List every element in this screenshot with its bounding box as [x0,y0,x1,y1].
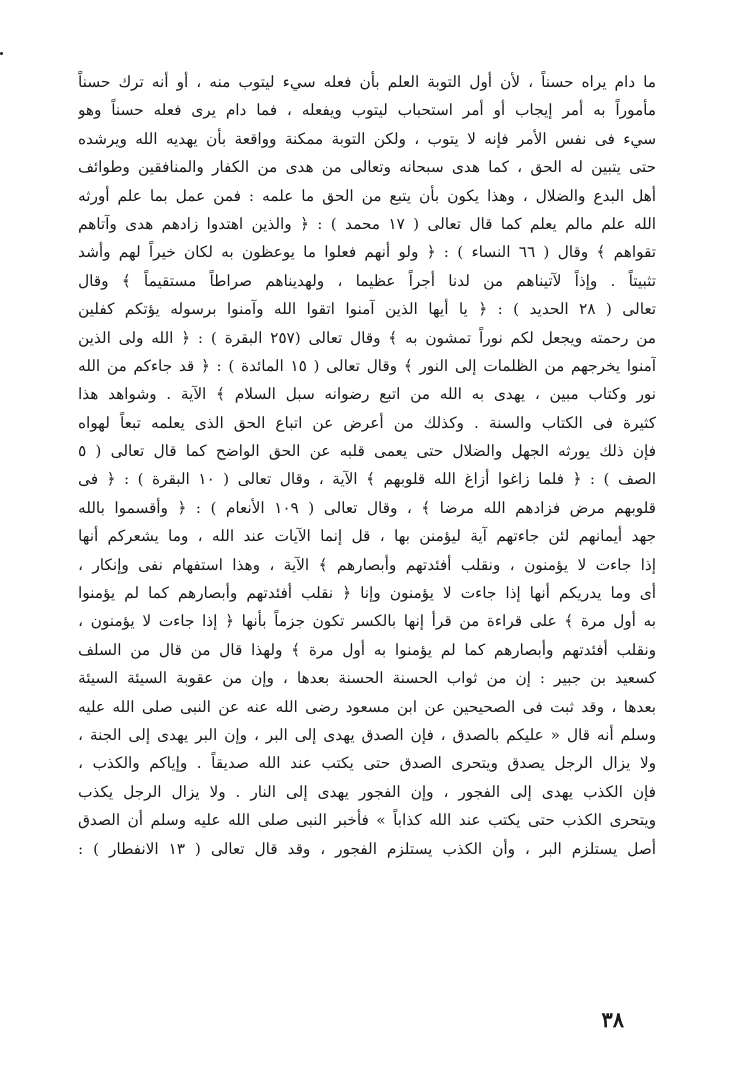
body-text [78,68,656,863]
text-line: من رحمته ويجعل لكم نوراً تمشون به ﴾ وقال تعالى (٢٥٧ البقرة ) : ﴿ الله ولى الذين [78,328,656,347]
text-line: كثيرة فى الكتاب والسنة . وكذلك من أعرض عن اتباع الحق الذى يعلمه تبعاً لهواه [78,413,656,432]
text-line: فإن ذلك يورثه الجهل والضلال حتى يعمى قلبه عن الحق الواضح كما قال تعالى ( ٥ [78,442,656,461]
text-line: ما دام يراه حسناً ، لأن أول التوبة العلم بأن فعله سيء ليتوب منه ، أو أنه ترك حسناً [78,73,656,91]
text-line: إذا جاءت لا يؤمنون ، ونقلب أفئدتهم وأبصارهم ﴾ الآية ، وهذا استفهام نفى وإنكار ، [78,555,656,574]
text-line: قلوبهم مرض فزادهم الله مرضا ﴾ ، وقال تعالى ( ١٠٩ الأنعام ) : ﴿ وأقسموا بالله [78,498,656,517]
text-line: أهل البدع والضلال ، وهذا يكون بأن يتبع من الحق ما علمه : فمن عمل بما علم أورثه [78,186,656,205]
page-number: ٣٨ [601,1007,624,1032]
text-line: تثبيتاً . وإذاً لآتيناهم من لدنا أجراً عظيما ، ولهديناهم صراطاً مستقيماً ﴾ وقال [78,271,656,290]
text-line: ونقلب أفئدتهم وأبصارهم كما لم يؤمنوا به أول مرة ﴾ ولهذا قال من قال من السلف [78,640,656,659]
text-line: أصل يستلزم البر ، وأن الكذب يستلزم الفجور ، وقد قال تعالى ( ١٣ الانفطار ) : [78,839,656,858]
text-line: تعالى ( ٢٨ الحديد ) : ﴿ يا أيها الذين آمنوا اتقوا الله وآمنوا برسوله يؤتكم كفلين [78,300,656,319]
text-line: ويتحرى الكذب حتى يكتب عند الله كذاباً » فأخبر النبى صلى الله عليه وسلم أن الصدق [78,811,656,830]
text-line: مأموراً به أمر إيجاب أو أمر استحباب ليتوب ويفعله ، فما دام يرى فعله حسناً وهو [78,101,656,120]
text-line: أى وما يدريكم أنها إذا جاءت لا يؤمنون وإنا ﴿ نقلب أفئدتهم وأبصارهم كما لم يؤمنوا [78,584,656,603]
text-line: الصف ) : ﴿ فلما زاغوا أزاغ الله قلوبهم ﴾ الآية ، وقال تعالى ( ١٠ البقرة ) : ﴿ فى [78,470,656,489]
text-line: جهد أيمانهم لئن جاءتهم آية ليؤمنن بها ، قل إنما الآيات عند الله ، وما يشعركم أنها [78,527,656,546]
text-line: آمنوا يخرجهم من الظلمات إلى النور ﴾ وقال تعالى ( ١٥ المائدة ) : ﴿ قد جاءكم من الله [78,356,656,375]
text-line: وسلم أنه قال « عليكم بالصدق ، فإن الصدق يهدى إلى البر ، وإن البر يهدى إلى الجنة ، [78,725,656,744]
text-line: بعدها ، وقد ثبت فى الصحيحين عن ابن مسعود رضى الله عنه عن النبى صلى الله عليه [78,697,656,716]
text-line: كسعيد بن جبير : إن من ثواب الحسنة الحسنة بعدها ، وإن من عقوبة السيئة السيئة [78,669,656,688]
text-line: نور وكتاب مبين ، يهدى به الله من اتبع رضوانه سبل السلام ﴾ الآية . وشواهد هذا [78,385,656,404]
text-line: حتى يتبين له الحق ، كما هدى سبحانه وتعالى من هدى من الكفار والمنافقين وطوائف [78,158,656,177]
text-line: تقواهم ﴾ وقال ( ٦٦ النساء ) : ﴿ ولو أنهم فعلوا ما يوعظون به لكان خيراً لهم وأشد [78,243,656,262]
text-line: الله علم مالم يعلم كما قال تعالى ( ١٧ محمد ) : ﴿ والذين اهتدوا زادهم هدى وآتاهم [78,214,656,233]
text-line: به أول مرة ﴾ على قراءة من قرأ إنها بالكسر تكون جزماً بأنها ﴿ إذا جاءت لا يؤمنون ، [78,612,656,631]
text-line: ولا يزال الرجل يصدق ويتحرى الصدق حتى يكتب عند الله صديقاً . وإياكم والكذب ، [78,754,656,773]
text-line: فإن الكذب يهدى إلى الفجور ، وإن الفجور يهدى إلى النار . ولا يزال الرجل يكذب [78,782,656,801]
text-line: سيء فى نفس الأمر فإنه لا يتوب ، ولكن التوبة ممكنة وواقعة بأن يهديه الله ويرشده [78,129,656,148]
scan-edge-mark [0,52,3,55]
